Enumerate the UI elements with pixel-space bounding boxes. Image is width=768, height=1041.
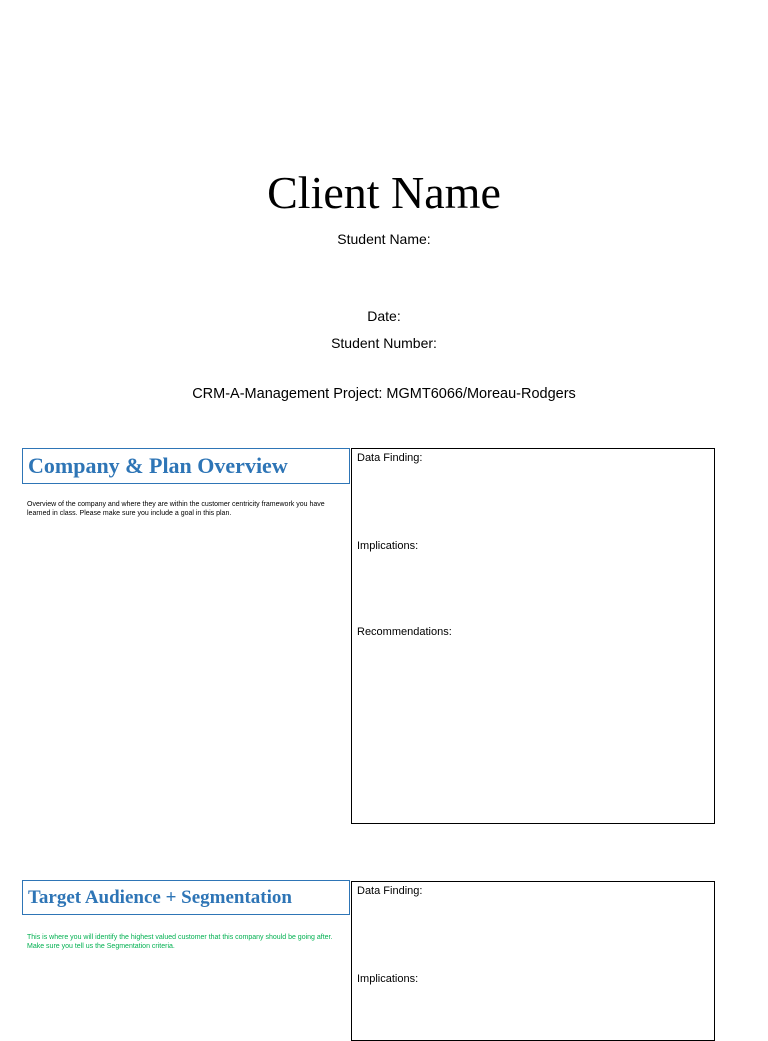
data-finding-label: Data Finding: (357, 452, 423, 464)
client-name-title: Client Name (267, 167, 501, 218)
recommendations-label: Recommendations: (357, 626, 452, 638)
implications-label: Implications: (357, 973, 419, 985)
section-heading-target-audience-segmentation: Target Audience + Segmentation (22, 880, 350, 915)
student-name-label: Student Name: (337, 231, 431, 247)
data-finding-label: Data Finding: (357, 885, 423, 897)
section-description-company-plan-overview: Overview of the company and where they are within the customer centricity framework you have learned in class. Please make sure you include a goal in this plan. (27, 501, 325, 517)
notes-panel-target-audience-segmentation (351, 881, 715, 1041)
section-heading-company-plan-overview: Company & Plan Overview (22, 448, 350, 484)
notes-panel-company-plan-overview (351, 448, 715, 824)
project-line: CRM-A-Management Project: MGMT6066/Moreau-Rodgers (192, 386, 576, 402)
implications-label: Implications: (357, 540, 419, 552)
date-label: Date: (367, 308, 401, 324)
student-number-label: Student Number: (331, 335, 437, 351)
section-description-target-audience-segmentation: This is where you will identify the highest valued customer that this company should be going after. Make sure you tell us the Segmentation criteria. (27, 934, 333, 950)
